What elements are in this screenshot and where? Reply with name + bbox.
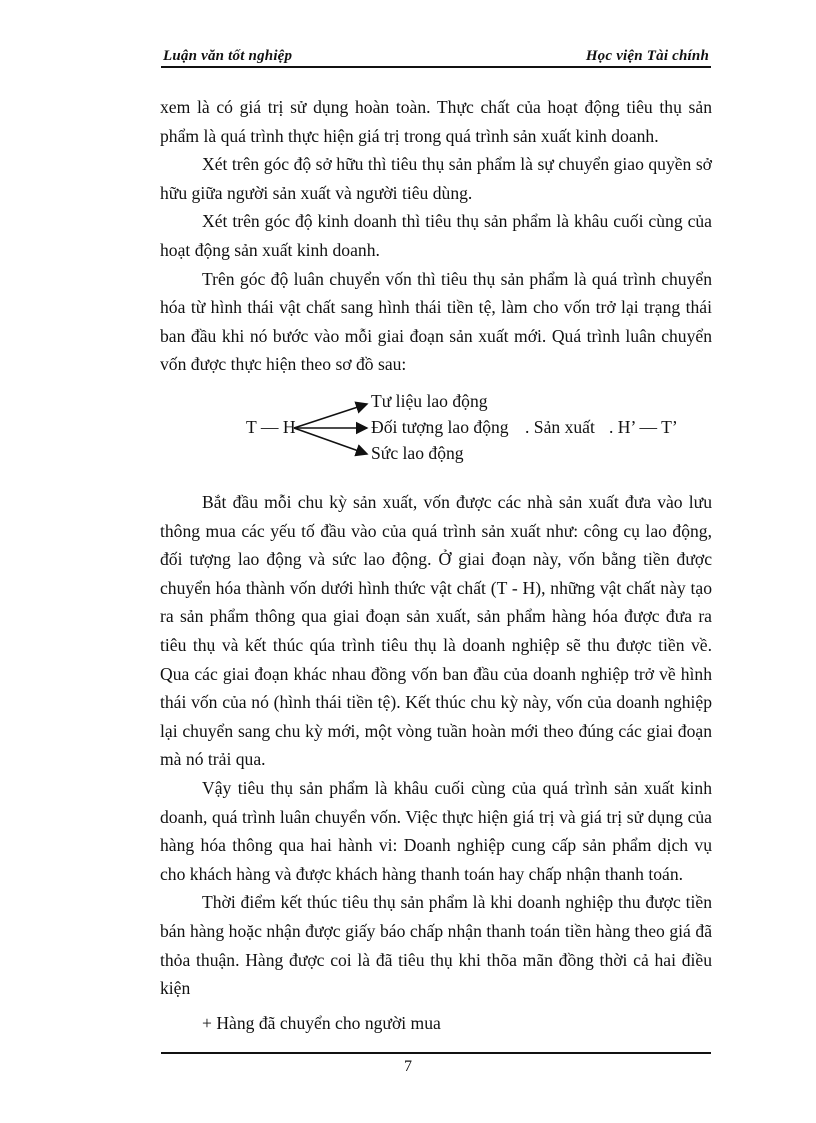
footer-rule xyxy=(161,1052,711,1054)
paragraph: + Hàng đã chuyển cho người mua xyxy=(202,1012,441,1033)
header-rule xyxy=(161,66,711,68)
paragraph: Xét trên góc độ kinh doanh thì tiêu thụ sản phẩm là khâu cuối cùng của hoạt động sản xuất kinh doanh. xyxy=(160,211,712,260)
paragraph: xem là có giá trị sử dụng hoàn toàn. Thực chất của hoạt động tiêu thụ sản phẩm là quá trình thực hiện giá trị trong quá trình sản xuất kinh doanh. xyxy=(160,97,712,146)
diagram-step-end: . H’ — T’ xyxy=(609,417,678,437)
paragraph: Thời điểm kết thúc tiêu thụ sản phẩm là khi doanh nghiệp thu được tiền bán hàng hoặc nhận được giấy báo chấp nhận thanh toán tiền hàng theo giá đã thỏa thuận. Hàng được coi là đã tiêu thụ khi thõa mãn đồng thời cả hai điều kiện xyxy=(160,892,712,999)
header-thesis-title: Luận văn tốt nghiệp xyxy=(163,48,293,64)
diagram-branch-tools: Tư liệu lao động xyxy=(371,391,488,411)
capital-flow-diagram xyxy=(160,388,712,468)
header-institution: Học viện Tài chính xyxy=(585,48,709,64)
diagram-source: T — H xyxy=(246,417,296,437)
paragraph: Xét trên góc độ sở hữu thì tiêu thụ sản phẩm là sự chuyển giao quyền sở hữu giữa người sản xuất và người tiêu dùng. xyxy=(160,154,712,203)
diagram-branch-labor: Sức lao động xyxy=(371,443,464,463)
arrow-to-tools xyxy=(294,404,367,428)
page-header xyxy=(161,44,711,68)
diagram-branch-objects: Đối tượng lao động xyxy=(371,417,509,437)
paragraph: Vậy tiêu thụ sản phẩm là khâu cuối cùng của quá trình sản xuất kinh doanh, quá trình luân chuyển vốn. Việc thực hiện giá trị và giá trị sử dụng của hàng hóa thông qua hai hành vi: Doanh nghiệp cung cấp sản phẩm dịch vụ cho khách hàng và được khách hàng thanh toán hay chấp nhận thanh toán. xyxy=(160,777,712,884)
paragraph: Trên góc độ luân chuyển vốn thì tiêu thụ sản phẩm là quá trình chuyển hóa từ hình thái vật chất sang hình thái tiền tệ, làm cho vốn trở lại trạng thái ban đầu khi nó bước vào mỗi giai đoạn sản xuất mới. Quá trình luân chuyển vốn được thực hiện theo sơ đồ sau: xyxy=(160,268,712,375)
arrow-to-labor xyxy=(294,428,367,454)
paragraph: Bắt đầu mỗi chu kỳ sản xuất, vốn được các nhà sản xuất đưa vào lưu thông mua các yếu tố đầu vào của quá trình sản xuất như: công cụ lao động, đối tượng lao động và sức lao động. Ở giai đoạn này, vốn bằng tiền được chuyển hóa thành vốn dưới hình thức vật chất (T - H), những vật chất này tạo ra sản phẩm thông qua giai đoạn sản xuất, sản phẩm hàng hóa được đưa ra tiêu thụ và kết thúc qúa trình tiêu thụ là doanh nghiệp sẽ thu được tiền về. Qua các giai đoạn khác nhau đồng vốn ban đầu của doanh nghiệp trở về hình thái vốn của nó (hình thái tiền tệ). Kết thúc chu kỳ này, vốn của doanh nghiệp lại chuyển sang chu kỳ mới, một vòng tuần hoàn mới theo đúng các giai đoạn mà nó trải qua. xyxy=(160,492,712,770)
diagram-step-production: . Sản xuất xyxy=(525,417,595,437)
body-text-top xyxy=(160,93,712,379)
body-text-bottom xyxy=(160,488,712,1037)
page-number: 7 xyxy=(404,1058,412,1075)
